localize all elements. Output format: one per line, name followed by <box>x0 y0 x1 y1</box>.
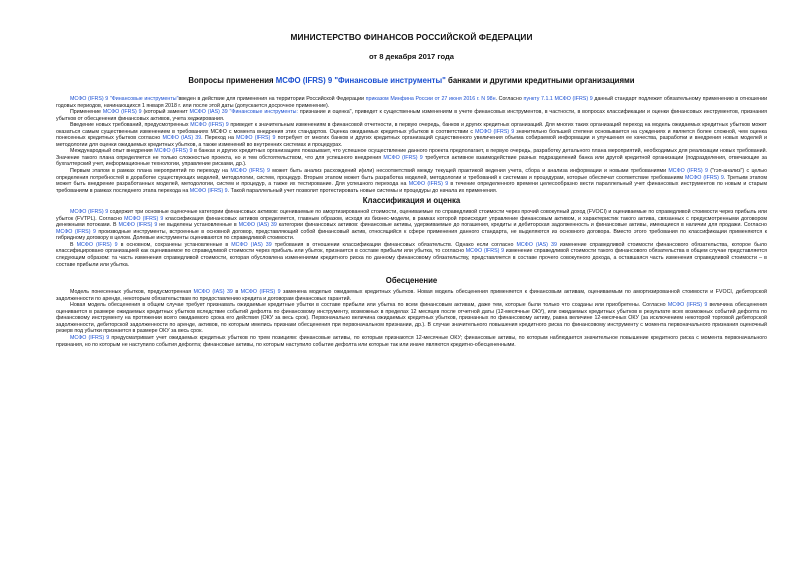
title-post: банками и другими кредитными организациями <box>445 76 635 85</box>
intro-paragraph-1 <box>56 96 767 109</box>
order-link[interactable]: приказом Минфина России от 27 июня 2016 г. N 98н <box>365 96 496 102</box>
ifrs9-link[interactable]: МСФО (IFRS) 9 <box>76 241 118 248</box>
document-date: от 8 декабря 2017 года <box>368 52 455 61</box>
text: требования в отношении классификации финансовых обязательств. Однако если согласно <box>271 241 517 248</box>
ifrs9-link[interactable]: МСФО (IFRS) 9 <box>465 248 505 255</box>
ias39-link[interactable]: МСФО (IAS) 39 <box>231 241 272 248</box>
title-ifrs9-link[interactable]: МСФО (IFRS) 9 "Финансовые инструменты" <box>275 76 446 85</box>
text: . Согласно <box>495 96 524 102</box>
text: Первым этапом в рамках плана мероприятий по переходу на <box>70 168 231 175</box>
text: величина обесценения оценивается в размере ожидаемых кредитных убытков вследствие событий дефолта по финансовому инструменту, возможных в пределах 12 месяцев после отчетной даты (12-месячные ОКУ), или ожидаемых кредитных убытков в результате всех возможных событий дефолта по финансовому инструменту на протяжении всего ожидаемого срока его действия (ОКУ за весь срок). Первоначально величина ожидаемых кредитных убытков, признанных по финансовому активу, равна величине 12-месячных ОКУ (за исключением некоторой торговой дебиторской задолженности, дебиторской задолженности по аренде, активов, по которым имелись признаки обесценения при первоначальном признании, др.). В случае значительного повышения кредитного риска по финансовому инструменту с момента первоначального признания оценочный резерв под убытки признается в размере ОКУ за весь срок. <box>56 302 767 335</box>
ifrs9-link[interactable]: МСФО (IFRS) 9 <box>667 302 708 309</box>
text: Новая модель обесценения в общем случае требует признавать ожидаемые кредитные убытки в составе прибыли или убытка по всем финансовым активам, даже тем, которые были только что созданы или приобретены. Согласно <box>70 302 668 309</box>
text: классификация финансовых активов определяется, главным образом, исходя из бизнес-модели, в рамках которой происходит управление финансовым активом, и характеристик такого актива, связанных с предусмотренными договором денежными потоками. В <box>56 215 767 229</box>
text: изменение справедливой стоимости такого финансового обязательства в общем случае представляется следующим образом: та часть изменения справедливой стоимости, которая обусловлена изменениями кредитного риска по данному финансовому обязательству, представляется в составе прочего совокупного дохода, а оставшаяся часть изменения справедливой стоимости – в составе прибыли или убытка. <box>56 248 767 268</box>
ifrs9-link[interactable]: МСФО (IFRS) 9 <box>189 187 228 194</box>
text: ("гэп-анализ") с целью определения потребностей в доработке существующих моделей, методологии, систем, процедур. Вторым этапом может быть разработка моделей, методологии и требований к системам и процедурам, которые обеспечат соответствие требованиям <box>56 168 768 181</box>
ifrs9-link[interactable]: МСФО (IFRS) 9 <box>124 215 164 222</box>
text: приведет к значительным изменениям в финансовой отчетности, в первую очередь, банков и других кредитных организаций. Для многих таких организаций переход на модель ожидаемых кредитных убытков может оказаться самым существенным изменением в требованиях МСФО с момента внедрения этих стандартов. Оценка ожидаемых кредитных убытков в соответствии с <box>56 122 767 135</box>
ias39-link[interactable]: МСФО (IAS) 39 <box>516 241 557 248</box>
ifrs9-link[interactable]: МСФО (IFRS) 9 <box>118 222 158 229</box>
impairment-paragraph-3 <box>56 335 767 348</box>
ministry-heading: МИНИСТЕРСТВО ФИНАНСОВ РОССИЙСКОЙ ФЕДЕРАЦИИ <box>290 32 533 42</box>
text: Применение <box>70 109 103 116</box>
clause-711-link[interactable]: пункту 7.1.1 МСФО (IFRS) 9 <box>523 96 593 102</box>
intro-paragraph-5 <box>56 168 767 194</box>
ifrs9-link[interactable]: МСФО (IFRS) 9 "Финансовые инструменты" <box>70 96 179 102</box>
text: значительно большей степени основывается на суждениях и является более сложной, чем оценка понесенных кредитных убытков согласно <box>56 128 767 142</box>
ifrs9-link[interactable]: МСФО (IFRS) 9 <box>56 228 96 235</box>
ifrs9-link[interactable]: МСФО (IFRS) 9 <box>408 181 449 188</box>
text: в течение определенного времени целесообразно вести параллельный учет финансовых инструментов по новым и старым требованиям в рамках последнего этапа перехода на <box>56 181 767 194</box>
ifrs9-link[interactable]: МСФО (IFRS) 9 <box>383 154 423 161</box>
ifrs9-link[interactable]: МСФО (IFRS) 9 <box>154 148 193 155</box>
text: введен в действие для применения на территории Российской Федерации <box>178 96 366 102</box>
ifrs9-link[interactable]: МСФО (IFRS) 9 <box>668 168 708 175</box>
ifrs9-link[interactable]: МСФО (IFRS) 9 <box>240 289 281 296</box>
ifrs9-link[interactable]: МСФО (IFRS) 9 <box>230 168 270 175</box>
ifrs9-link[interactable]: МСФО (IFRS) 9 <box>70 209 109 216</box>
classification-paragraph-1 <box>56 209 767 242</box>
text: требуется активное взаимодействие разных подразделений банка или другой кредитной организации (подразделения, отвечающие за бухгалтерский учет, информационные технологии, управление рисками, др.). <box>56 154 767 168</box>
text: . Третьим этапом может быть внедрение разработанных моделей, методологии, систем и процедур, а также их тестирование. Для успешного перехода на <box>56 174 767 188</box>
text: производные инструменты, встроенные в основной договор, представляющий собой финансовый актив, относящийся к сфере применения данного стандарта, не выделяются из основного договора. Вместо этого требования по классификации применяются к гибридному договору в целом. Долевые инструменты оцениваются по справедливой стоимости. <box>56 228 767 242</box>
text: заменена моделью ожидаемых кредитных убытков. Новая модель обесценения применяется к финансовым активам, оцениваемым по амортизированной стоимости и FVOCI, дебиторской задолженности по аренде, некоторым обязательствам по предоставлению кредита и договорам финансовых гарантий. <box>56 289 767 302</box>
ias39-link[interactable]: МСФО (IAS) 39 <box>162 135 202 142</box>
ifrs9-link[interactable]: МСФО (IFRS) 9 <box>102 109 142 116</box>
text: содержит три основные оценочные категории финансовых активов: оцениваемые по амортизированной стоимости, оцениваемые по справедливой стоимости через прочий совокупный доход (FVOCI) и оцениваемые по справедливой стоимости через прибыль или убыток (FVTPL). Согласно <box>56 209 767 222</box>
text: Введение новых требований, предусмотренных <box>70 122 191 129</box>
document-title <box>56 76 767 85</box>
ifrs9-link[interactable]: МСФО (IFRS) 9 <box>70 334 110 341</box>
impairment-paragraph-2 <box>56 302 767 335</box>
intro-paragraph-2 <box>56 109 767 122</box>
intro-paragraph-3 <box>56 122 767 148</box>
ias39-link[interactable]: МСФО (IAS) 39 "Финансовые инструменты: <box>189 109 298 116</box>
text: предусматривает учет ожидаемых кредитных убытков по трем позициям: финансовые активы, по которым признаются 12-месячные ОКУ; финансовые активы, по которым наблюдается значительное повышение кредитного риска с момента первоначального признания, но по которым не наступило события дефолта; финансовые активы, по которым наступило событие дефолта или которые так или иначе являются кредитно-обесцененными. <box>56 334 767 348</box>
text: данный стандарт подлежит обязательному применению в отношении годовых периодов, начинающихся 1 января 2018 г. или после этой даты (допускается досрочное применение). <box>56 96 768 109</box>
section-heading-impairment: Обесценение <box>385 276 438 286</box>
text: Модель понесенных убытков, предусмотренная <box>70 289 194 296</box>
ifrs9-link[interactable]: МСФО (IFRS) 9 <box>475 128 515 135</box>
ias39-link[interactable]: МСФО (IAS) 39 <box>193 289 233 296</box>
impairment-paragraph-1 <box>56 289 767 302</box>
intro-paragraph-4 <box>56 148 767 168</box>
text: в <box>232 289 241 296</box>
text: потребует от многих банков и других кредитных организаций существенного увеличения объема собираемой информации и улучшения ее качества, разработки и внедрения новых моделей и методологии для оценки ожидаемых кредитных убытков, а также изменений во внутренних системах и процедурах. <box>56 135 767 148</box>
ifrs9-link[interactable]: МСФО (IFRS) 9 <box>236 135 276 142</box>
title-pre: Вопросы применения <box>188 76 276 85</box>
text: изменение справедливой стоимости финансового обязательства, которое было классифицировано организацией как оцениваемое по справедливой стоимости через прибыль или убыток, признается в составе прибыли или убытка, то согласно <box>56 241 767 255</box>
ifrs9-link[interactable]: МСФО (IFRS) 9 <box>685 174 724 181</box>
section-heading-classification: Классификация и оценка <box>362 196 461 206</box>
ifrs9-link[interactable]: МСФО (IFRS) 9 <box>190 122 229 129</box>
ias39-link[interactable]: МСФО (IAS) 39 <box>238 222 277 229</box>
text: Международный опыт внедрения <box>70 148 155 155</box>
text: может быть анализ расхождений и(или) несоответствий между текущей практикой ведения учета, сбора и анализа информации и новыми требованиями <box>269 168 669 175</box>
text: категории финансовых активов: финансовые активы, удерживаемые до погашения, кредиты и дебиторская задолженность и финансовые активы, имеющиеся в наличии для продажи. Согласно <box>276 222 767 229</box>
text: . Такой параллельный учет позволит протестировать новые системы и процедуры до начала их применения. <box>227 187 498 194</box>
text: В <box>70 241 77 248</box>
text: . Переход на <box>201 135 237 142</box>
text: (который заменит <box>141 109 190 116</box>
text: не выделены установленные в <box>157 222 239 229</box>
classification-paragraph-2 <box>56 242 767 268</box>
text: признание и оценка", приведет к существенным изменениям в учете финансовых инструментов, в частности, в вопросах классификации и оценки финансовых инструментов, признания убытков от обесценения финансовых активов, учета хеджирования. <box>56 109 767 122</box>
text: в основном, сохранены установленные в <box>117 241 232 248</box>
text: в банках и других кредитных организациях показывает, что успешное осуществление данного проекта предполагает, в первую очередь, разработку детального плана мероприятий, необходимых для реализации новых требований. Значение такого плана определяется не только сложностью проекта, но и тем обстоятельством, что для успешного внедрения <box>56 148 767 161</box>
